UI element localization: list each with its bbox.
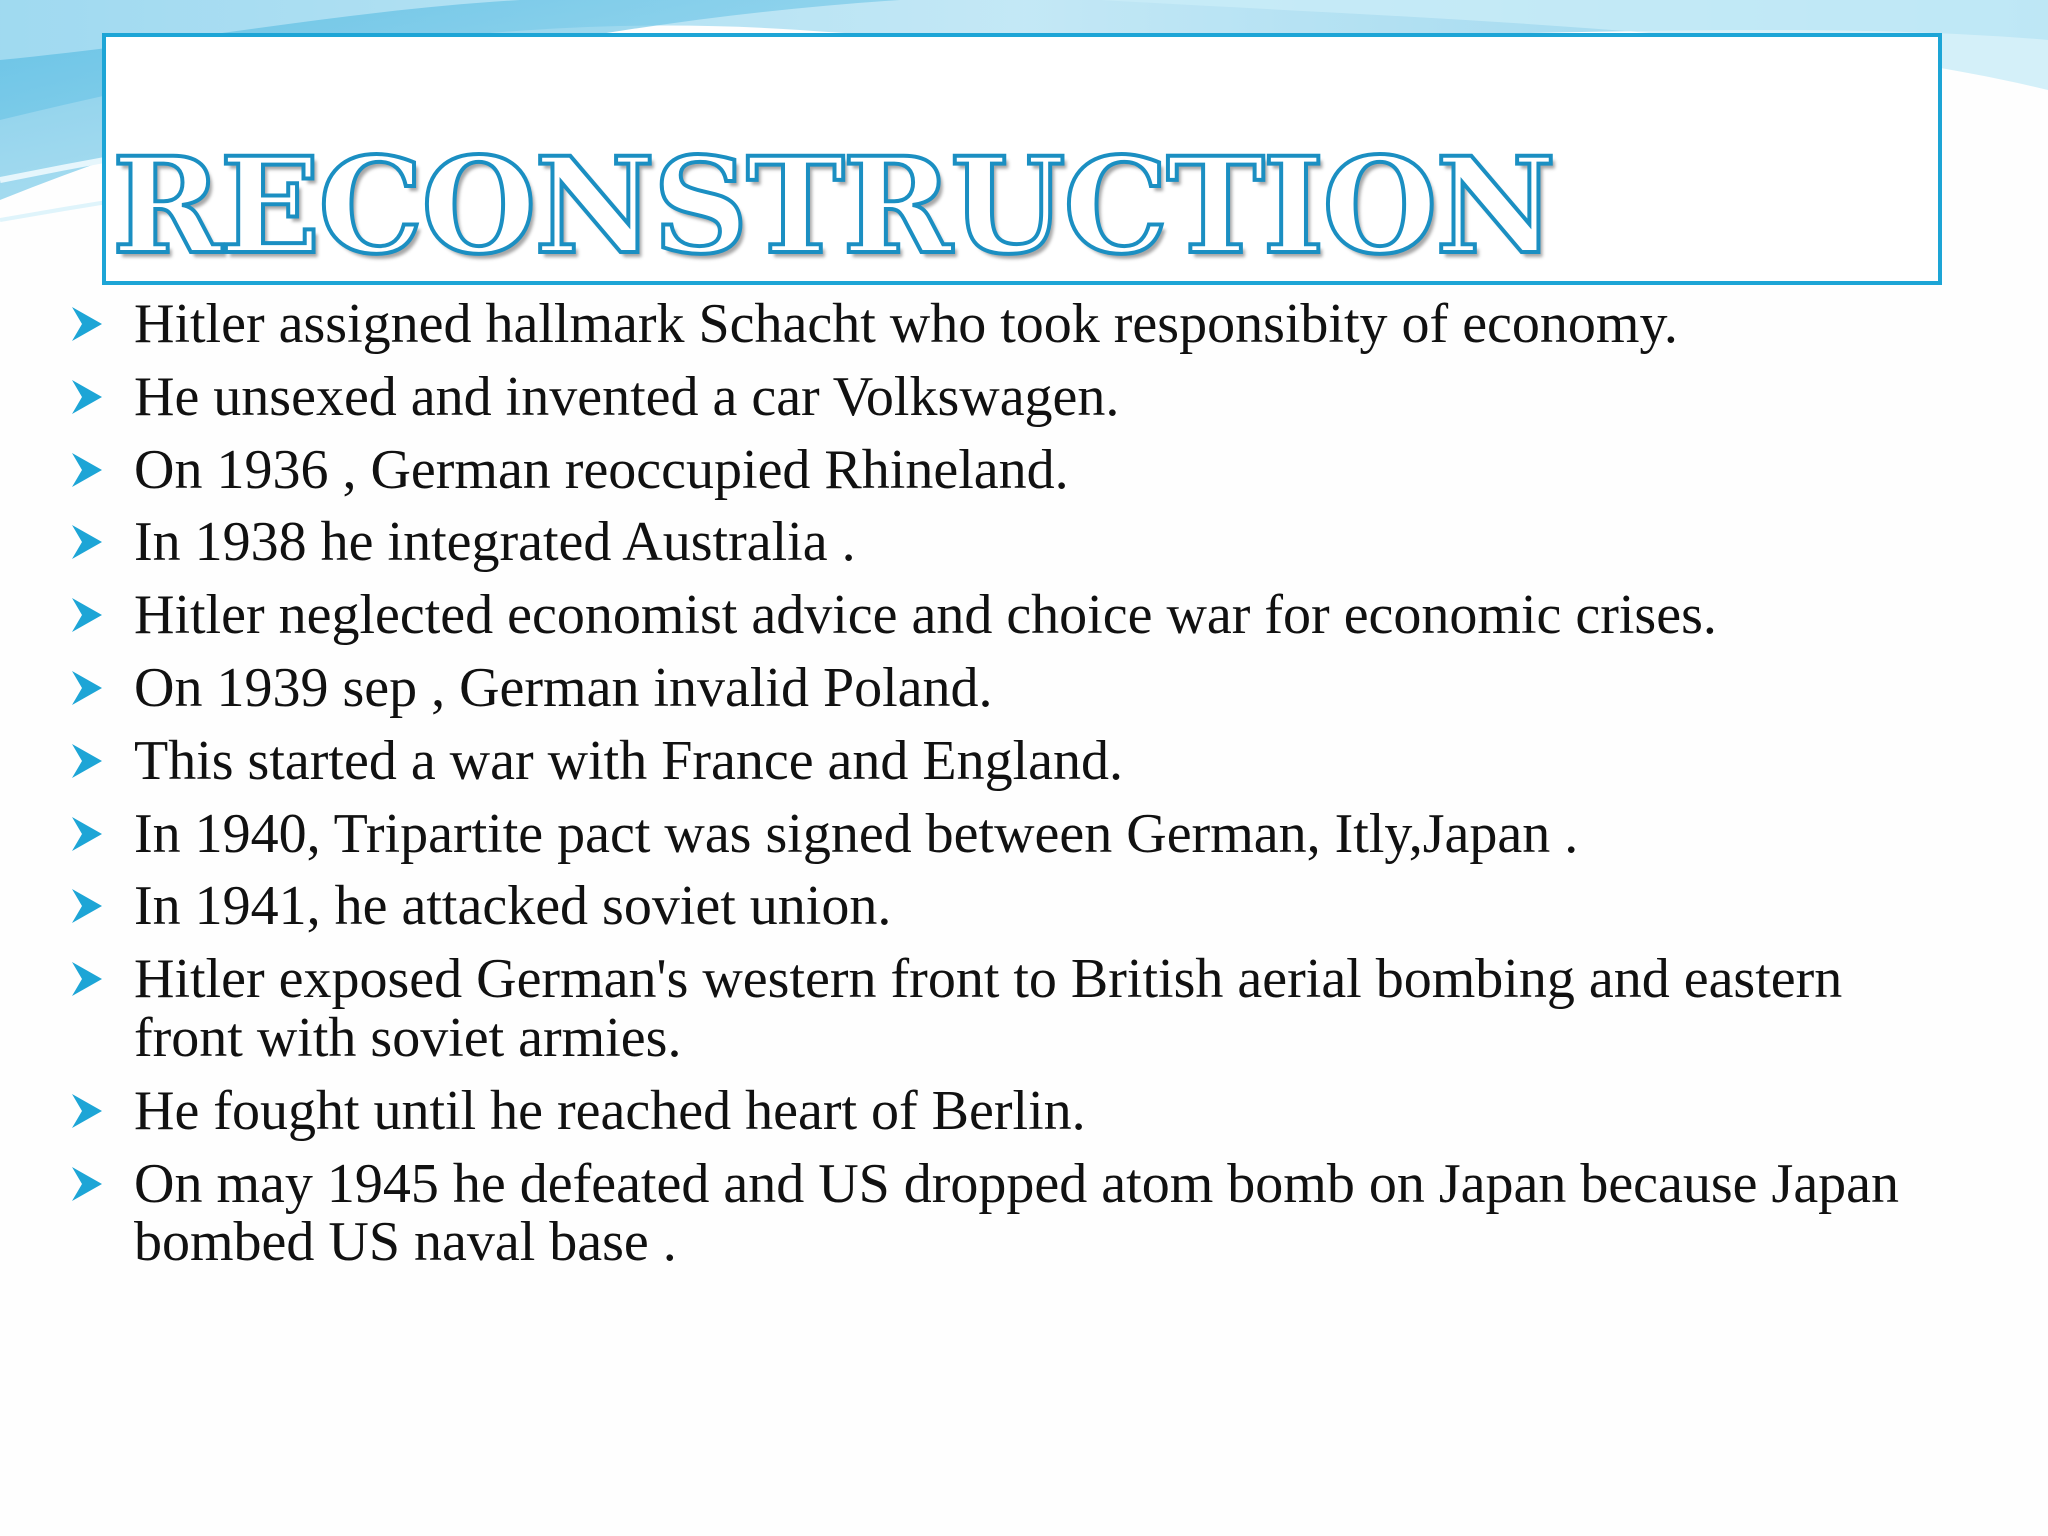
arrow-bullet-icon <box>70 451 110 489</box>
bullet-item <box>70 877 1920 936</box>
bullet-item <box>70 656 1920 719</box>
bullet-text: On 1939 sep , German invalid Poland. <box>134 656 993 719</box>
arrow-bullet-icon <box>70 305 110 343</box>
bullet-text: On may 1945 he defeated and US dropped atom bomb on Japan because Japan bombed US naval base . <box>134 1152 1900 1274</box>
bullet-item <box>70 295 1920 354</box>
bullet-text: On 1936 , German reoccupied Rhineland. <box>134 438 1069 501</box>
bullet-text: He fought until he reached heart of Berlin. <box>134 1079 1086 1142</box>
arrow-bullet-icon <box>70 960 110 998</box>
arrow-bullet-icon <box>70 1092 110 1130</box>
bullet-text: He unsexed and invented a car Volkswagen. <box>134 365 1120 428</box>
bullet-item <box>70 438 1920 501</box>
bullet-text: In 1940, Tripartite pact was signed between German, Itly,Japan . <box>134 802 1579 865</box>
slide-title: RECONSTRUCTION <box>112 129 1555 284</box>
bullet-text: This started a war with France and England. <box>134 729 1124 792</box>
arrow-bullet-icon <box>70 887 110 925</box>
title-box <box>102 33 1942 285</box>
bullet-item <box>70 586 1920 645</box>
bullet-item <box>70 950 1920 1068</box>
bullet-item <box>70 365 1920 428</box>
bullet-text: Hitler exposed German's western front to British aerial bombing and eastern front with soviet armies. <box>134 948 1843 1069</box>
bullet-list <box>70 295 1920 1286</box>
arrow-bullet-icon <box>70 815 110 853</box>
arrow-bullet-icon <box>70 523 110 561</box>
arrow-bullet-icon <box>70 742 110 780</box>
bullet-item <box>70 1152 1920 1274</box>
bullet-item <box>70 513 1920 572</box>
bullet-item <box>70 1079 1920 1142</box>
arrow-bullet-icon <box>70 669 110 707</box>
bullet-item <box>70 729 1920 792</box>
arrow-bullet-icon <box>70 596 110 634</box>
arrow-bullet-icon <box>70 378 110 416</box>
arrow-bullet-icon <box>70 1165 110 1203</box>
bullet-text: In 1938 he integrated Australia . <box>134 511 856 574</box>
bullet-text: Hitler neglected economist advice and choice war for economic crises. <box>134 584 1717 647</box>
bullet-text: Hitler assigned hallmark Schacht who took responsibity of economy. <box>134 293 1678 355</box>
bullet-text: In 1941, he attacked soviet union. <box>134 875 892 938</box>
bullet-item <box>70 802 1920 865</box>
